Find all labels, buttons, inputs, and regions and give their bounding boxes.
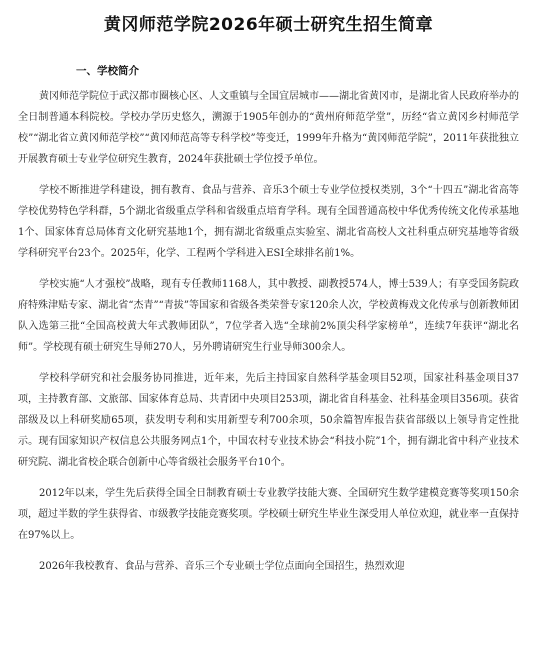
paragraph-research: 学校科学研究和社会服务协同推进，近年来，先后主持国家自然科学基金项目52项，国家社科基金项目37项，主持教育部、文旅部、国家体育总局、共青团中央项目253项，湖北省自科基金、社科基金项目356项。获省部级及以上科研奖励65项，获发明专利和实用新型专利700余项，50余篇智库报告获省部级以上领导肯定性批示。现有国家知识产权信息公共服务网点1个，中国农村专业技术协会“科技小院”1个，拥有湖北省中科产业技术研究院、湖北省校企联合创新中心等省级社会服务平台10个。 bbox=[18, 373, 519, 468]
paragraph-enrollment: 2026年我校教育、食品与营养、音乐三个专业硕士学位点面向全国招生，热烈欢迎 bbox=[39, 561, 405, 572]
document-title: 黄冈师范学院2026年硕士研究生招生简章 bbox=[103, 15, 434, 35]
section-school-introduction bbox=[18, 62, 519, 577]
paragraph-students: 2012年以来，学生先后获得全国全日制教育硕士专业教学技能大赛、全国研究生数学建模竞赛等奖项150余项，超过半数的学生获得省、市级教学技能竞赛奖项。学校硕士研究生毕业生深受用人单位欢迎，就业率一直保持在97%以上。 bbox=[18, 488, 519, 541]
paragraph-history: 黄冈师范学院位于武汉都市圈核心区、人文重镇与全国宜居城市——湖北省黄冈市，是湖北省人民政府举办的全日制普通本科院校。学校办学历史悠久，溯源于1905年创办的“黄州府师范学堂”，历经“省立黄冈乡村师范学校”“湖北省立黄冈师范学校”“黄冈师范高等专科学校”等变迁，1999年升格为“黄冈师范学院”，2011年获批独立开展教育硕士专业学位研究生教育，2024年获批硕士学位授予单位。 bbox=[18, 91, 519, 165]
section-heading: 一、学校简介 bbox=[76, 65, 139, 77]
paragraph-faculty: 学校实施“人才强校”战略，现有专任教师1168人，其中教授、副教授574人，博士539人；有享受国务院政府特殊津贴专家、湖北省“杰青”“青拔”等国家和省级各类荣誉专家120余人次，学校黄梅戏文化传承与创新教师团队入选第三批“全国高校黄大年式教师团队”，7位学者入选“全球前2%顶尖科学家榜单”，连续7年获评“湖北名师”。学校现有硕士研究生导师270人，另外聘请研究生行业导师300余人。 bbox=[18, 279, 519, 353]
paragraph-disciplines: 学校不断推进学科建设，拥有教育、食品与营养、音乐3个硕士专业学位授权类别，3个“十四五”湖北省高等学校优势特色学科群，5个湖北省级重点学科和省级重点培育学科。现有全国普通高校中华优秀传统文化传承基地1个、国家体育总局体育文化研究基地1个，拥有湖北省级重点实验室、湖北省高校人文社科重点研究基地等省级学科研究平台23个。2025年，化学、工程两个学科进入ESI全球排名前1%。 bbox=[18, 185, 519, 259]
